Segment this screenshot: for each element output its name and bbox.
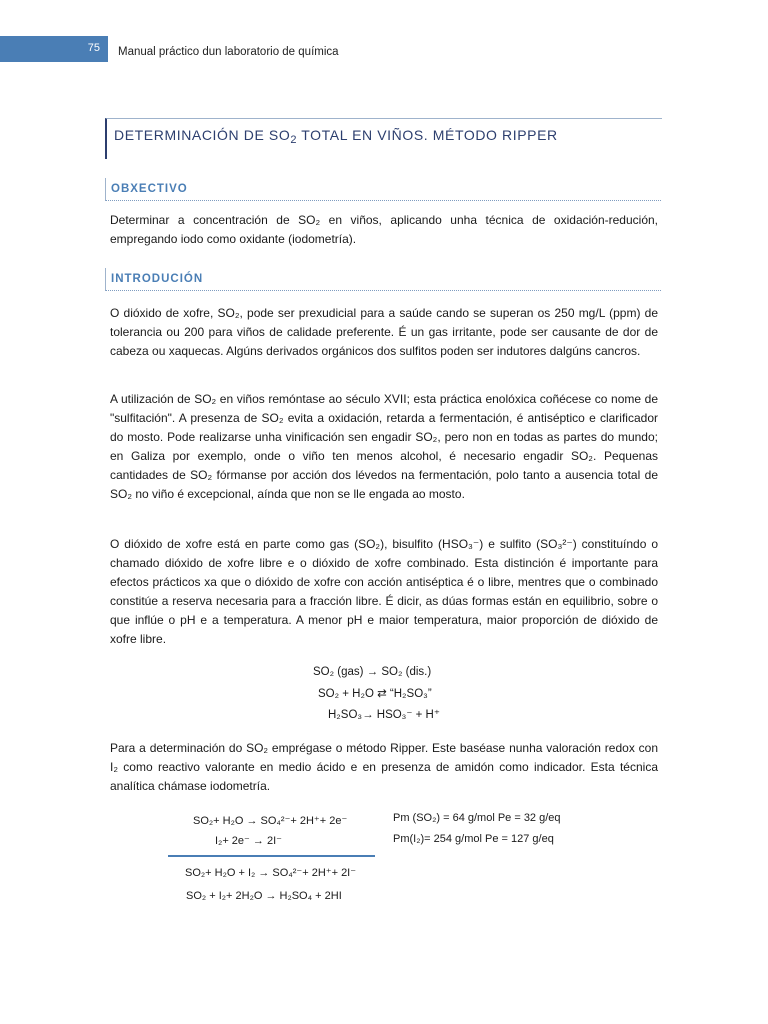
overall-reaction-ionic: SO₂+ H₂O + I₂ → SO₄²⁻+ 2H⁺+ 2I⁻ bbox=[185, 867, 357, 879]
half-reaction-reduction: I₂+ 2e⁻ → 2I⁻ bbox=[215, 835, 282, 847]
page-title bbox=[114, 127, 558, 146]
title-subscript: 2 bbox=[290, 134, 298, 146]
equilibrium-3: H₂SO₃→ HSO₃⁻ + H⁺ bbox=[328, 709, 440, 721]
equilibrium-2: SO₂ + H₂O ⇄ “H₂SO₃” bbox=[318, 688, 432, 700]
intro-paragraph-4: Para a determinación do SO₂ emprégase o método Ripper. Este baséase nunha valoración redox con I₂ como reactivo valorante en medio ácido e en presenza de amidón como indicador. Esta técnica analítica chámase iodometría. bbox=[110, 741, 658, 793]
intro-heading-label: INTRODUCIÓN bbox=[111, 273, 204, 285]
intro-paragraph-2: A utilización de SO₂ en viños remóntase ao século XVII; esta práctica enolóxica coñécese co nome de "sulfitación". A presenza de SO₂ evita a oxidación, retarda a fermentación, é antiséptico e clarificador do mosto. Pode realizarse unha vinificación sen engadir SO₂, pero non en todas as partes do mundo; en Galiza por exemplo, onde o viño ten menos alcohol, é necesario engadir SO₂. Pequenas cantidades de SO₂ fórmanse por acción dos lévedos na fermentación, polo tanto a ausencia total de SO₂ no viño é excepcional, aínda que non se lle engada ao mosto. bbox=[110, 392, 658, 501]
intro-paragraph-1: O dióxido de xofre, SO₂, pode ser prexudicial para a saúde cando se superan os 250 mg/L (ppm) de tolerancia ou 200 para viños de calidade preferente. É un gas irritante, pode ser causante de dor de cabeza ou xaquecas. Algúns derivados orgánicos dos sulfitos poden ser indutores dalgúns cancros. bbox=[110, 306, 658, 358]
constants-i2: Pm(I₂)= 254 g/mol Pe = 127 g/eq bbox=[393, 833, 554, 845]
header-bar bbox=[0, 36, 108, 62]
half-reaction-oxidation: SO₂+ H₂O → SO₄²⁻+ 2H⁺+ 2e⁻ bbox=[193, 815, 348, 827]
intro-paragraph-3: O dióxido de xofre está en parte como gas (SO₂), bisulfito (HSO₃⁻) e sulfito (SO₃²⁻) constituíndo o chamado dióxido de xofre libre e o dióxido de xofre combinado. Esta distinción é importante para efectos prácticos xa que o dióxido de xofre con acción antiséptica é o libre, mentres que o combinado constitúe a reserva necesaria para a fracción libre. É dicir, as dúas formas están en equilibrio, sobre o que inflúe o pH e a temperatura. A menor pH e maior temperatura, maior proporción de dióxido de xofre libre. bbox=[110, 537, 658, 646]
running-title: Manual práctico dun laboratorio de química bbox=[118, 46, 339, 58]
constants-so2: Pm (SO₂) = 64 g/mol Pe = 32 g/eq bbox=[393, 812, 561, 824]
intro-heading bbox=[105, 268, 661, 291]
objective-heading-label: OBXECTIVO bbox=[111, 183, 188, 195]
title-part2: TOTAL EN VIÑOS. MÉTODO RIPPER bbox=[297, 127, 558, 143]
equilibrium-1: SO₂ (gas) → SO₂ (dis.) bbox=[313, 666, 432, 678]
objective-heading bbox=[105, 178, 661, 201]
objective-text: Determinar a concentración de SO₂ en viños, aplicando unha técnica de oxidación-redución, empregando iodo como oxidante (iodometría). bbox=[110, 213, 658, 246]
page-number: 75 bbox=[87, 42, 100, 54]
overall-reaction-molecular: SO₂ + I₂+ 2H₂O → H₂SO₄ + 2HI bbox=[186, 890, 342, 902]
title-box bbox=[105, 118, 662, 159]
title-part1: DETERMINACIÓN DE SO bbox=[114, 127, 291, 143]
reaction-divider bbox=[168, 855, 375, 857]
